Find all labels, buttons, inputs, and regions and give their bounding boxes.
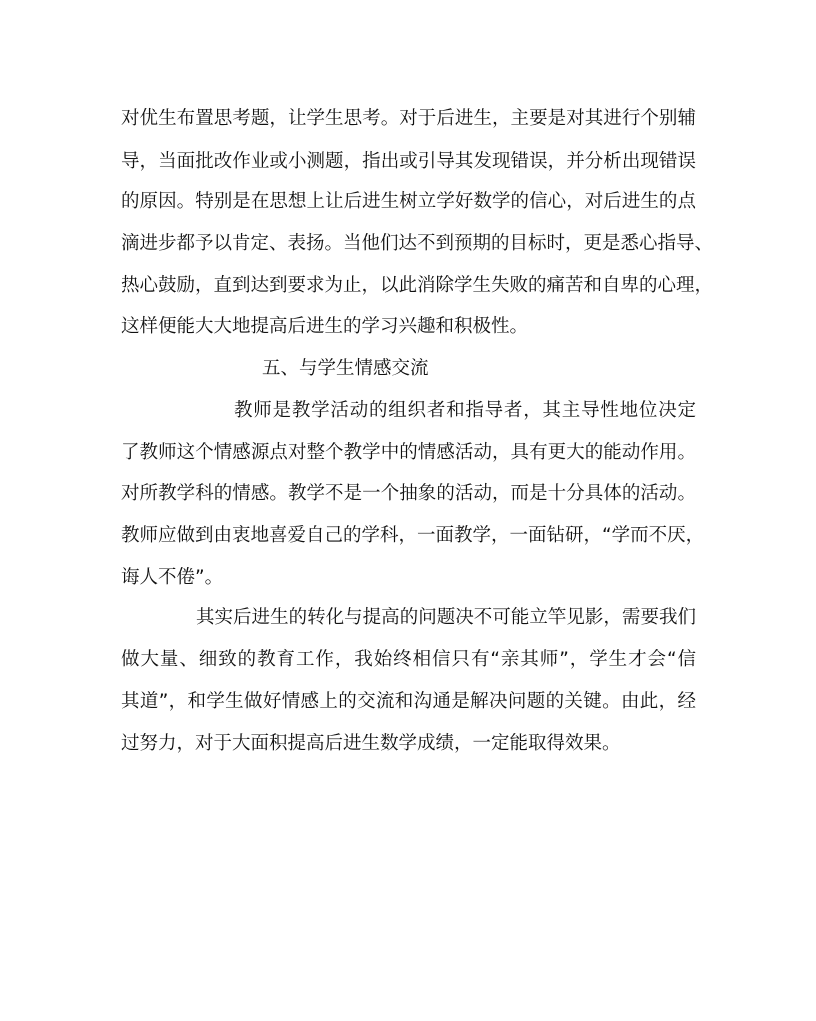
paragraph-1-line-6: 这样便能大大地提高后进生的学习兴趣和积极性。 [121,316,529,337]
paragraph-2-line-3: 对所教学科的情感。教学不是一个抽象的活动，而是十分具体的活动。 [121,483,696,504]
paragraph-3-line-3: 其道”，和学生做好情感上的交流和沟通是解决问题的关键。由此，经 [121,691,696,712]
section-heading: 五、与学生情感交流 [262,358,429,379]
paragraph-3-line-4: 过努力，对于大面积提高后进生数学成绩，一定能取得效果。 [121,733,621,754]
paragraph-2-line-4: 教师应做到由衷地喜爱自己的学科，一面教学，一面钻研，“学而不厌， [121,525,705,546]
paragraph-1-line-4: 滴进步都予以肯定、表扬。当他们达不到预期的目标时，更是悉心指导、 [121,233,714,254]
paragraph-1-line-3: 的原因。特别是在思想上让后进生树立学好数学的信心，对后进生的点 [121,191,696,212]
paragraph-1-line-5: 热心鼓励，直到达到要求为止，以此消除学生失败的痛苦和自卑的心理， [121,275,714,296]
paragraph-2-line-5: 诲人不倦”。 [121,567,224,588]
paragraph-2-line-1: 教师是教学活动的组织者和指导者，其主导性地位决定 [234,400,696,421]
paragraph-3-line-2: 做大量、细致的教育工作，我始终相信只有“亲其师”，学生才会“信 [121,649,696,670]
paragraph-1-line-2: 导，当面批改作业或小测题，指出或引导其发现错误，并分析出现错误 [121,151,696,172]
paragraph-3-line-1: 其实后进生的转化与提高的问题决不可能立竿见影，需要我们 [196,607,696,628]
paragraph-1-line-1: 对优生布置思考题，让学生思考。对于后进生，主要是对其进行个别辅 [121,108,696,129]
paragraph-2-line-2: 了教师这个情感源点对整个教学中的情感活动，具有更大的能动作用。 [121,442,696,463]
